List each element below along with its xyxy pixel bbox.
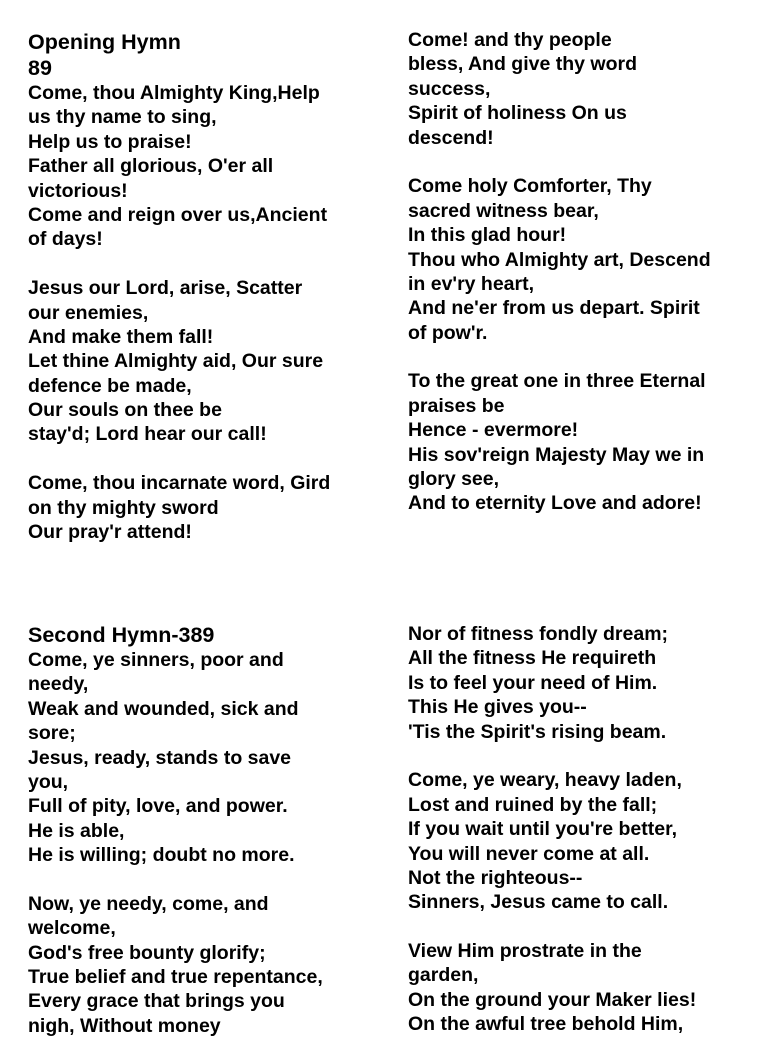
stanza-gap: [408, 345, 711, 369]
hymn-line: 'Tis the Spirit's rising beam.: [408, 720, 667, 743]
opening-hymn-number: 89: [28, 56, 52, 80]
hymn-line: Come, ye sinners, poor and: [28, 649, 284, 671]
hymn-line: descend!: [408, 126, 494, 149]
hymn-line: success,: [408, 77, 491, 100]
hymn-line: Come! and thy people: [408, 29, 612, 51]
stanza-gap: [28, 868, 323, 892]
hymn-line: of days!: [28, 228, 103, 251]
hymn-line: All the fitness He requireth: [408, 647, 657, 670]
hymn-line: Weak and wounded, sick and: [28, 697, 299, 720]
hymn-line: our enemies,: [28, 301, 149, 324]
hymn-line: glory see,: [408, 468, 500, 491]
opening-hymn-left-lines: [28, 81, 330, 544]
hymn-line: Lost and ruined by the fall;: [408, 793, 658, 816]
hymn-line: victorious!: [28, 179, 128, 202]
hymn-line: Hence - evermore!: [408, 419, 579, 442]
hymn-line: On the awful tree behold Him,: [408, 1013, 684, 1036]
stanza-gap: [408, 744, 696, 768]
hymn-line: Come, thou incarnate word, Gird: [28, 472, 331, 495]
hymn-line: Not the righteous--: [408, 866, 583, 889]
hymn-line: To the great one in three Eternal: [408, 370, 706, 393]
stanza-gap: [408, 150, 711, 174]
hymn-line: in ev'ry heart,: [408, 272, 535, 295]
hymn-line: of pow'r.: [408, 321, 488, 344]
hymn-line: Every grace that brings you: [28, 990, 285, 1013]
hymn-line: His sov'reign Majesty May we in: [408, 443, 705, 466]
opening-hymn-right-lines: [408, 28, 711, 516]
hymn-line: And to eternity Love and adore!: [408, 492, 702, 515]
hymn-line: And make them fall!: [28, 325, 214, 348]
hymn-line: Come holy Comforter, Thy: [408, 175, 652, 198]
opening-hymn-left-column: [28, 29, 330, 544]
stanza-gap: [408, 915, 696, 939]
second-hymn-left-column: [28, 622, 323, 1038]
hymn-line: Our pray'r attend!: [28, 521, 192, 544]
hymn-line: And ne'er from us depart. Spirit: [408, 297, 700, 320]
hymn-line: You will never come at all.: [408, 842, 650, 865]
hymn-line: us thy name to sing,: [28, 106, 217, 129]
hymn-line: Jesus our Lord, arise, Scatter: [28, 277, 303, 300]
hymn-line: In this glad hour!: [408, 224, 567, 247]
stanza-gap: [28, 447, 330, 471]
second-hymn-right-column: [408, 622, 696, 1037]
hymn-line: Come and reign over us,Ancient: [28, 203, 328, 226]
hymn-line: you,: [28, 770, 69, 793]
opening-hymn-right-column: [408, 28, 711, 516]
hymn-line: Is to feel your need of Him.: [408, 671, 658, 694]
hymn-line: Come, ye weary, heavy laden,: [408, 769, 682, 792]
hymn-line: On the ground your Maker lies!: [408, 988, 697, 1011]
hymn-line: He is willing; doubt no more.: [28, 844, 295, 867]
hymn-line: Spirit of holiness On us: [408, 102, 627, 125]
second-hymn-left-lines: [28, 648, 323, 1038]
hymn-line: This He gives you--: [408, 696, 587, 719]
hymn-line: Come, thou Almighty King,Help: [28, 82, 320, 104]
hymn-line: Help us to praise!: [28, 130, 192, 153]
opening-hymn-title: Opening Hymn: [28, 30, 181, 54]
hymn-line: sore;: [28, 722, 76, 745]
hymn-line: Now, ye needy, come, and: [28, 892, 269, 915]
hymn-line: If you wait until you're better,: [408, 818, 678, 841]
hymn-line: garden,: [408, 964, 479, 987]
hymn-line: stay'd; Lord hear our call!: [28, 423, 267, 446]
hymn-line: nigh, Without money: [28, 1014, 221, 1037]
hymn-line: Thou who Almighty art, Descend: [408, 248, 711, 271]
hymn-line: View Him prostrate in the: [408, 940, 642, 963]
hymn-line: Let thine Almighty aid, Our sure: [28, 350, 324, 373]
hymn-line: Sinners, Jesus came to call.: [408, 891, 669, 914]
second-hymn-title: Second Hymn-389: [28, 623, 215, 647]
hymn-line: defence be made,: [28, 374, 192, 397]
hymn-line: Our souls on thee be: [28, 399, 222, 422]
hymn-line: Nor of fitness fondly dream;: [408, 623, 669, 645]
hymn-line: Full of pity, love, and power.: [28, 795, 288, 818]
hymn-line: praises be: [408, 394, 505, 417]
hymn-line: Father all glorious, O'er all: [28, 155, 274, 178]
hymn-line: sacred witness bear,: [408, 199, 599, 222]
hymn-line: bless, And give thy word: [408, 53, 637, 76]
hymn-line: on thy mighty sword: [28, 496, 219, 519]
hymn-line: needy,: [28, 673, 89, 696]
stanza-gap: [28, 252, 330, 276]
hymn-line: He is able,: [28, 819, 125, 842]
hymn-line: Jesus, ready, stands to save: [28, 746, 292, 769]
hymn-line: True belief and true repentance,: [28, 966, 323, 989]
second-hymn-right-lines: [408, 622, 696, 1037]
hymn-line: God's free bounty glorify;: [28, 941, 266, 964]
hymn-line: welcome,: [28, 917, 116, 940]
